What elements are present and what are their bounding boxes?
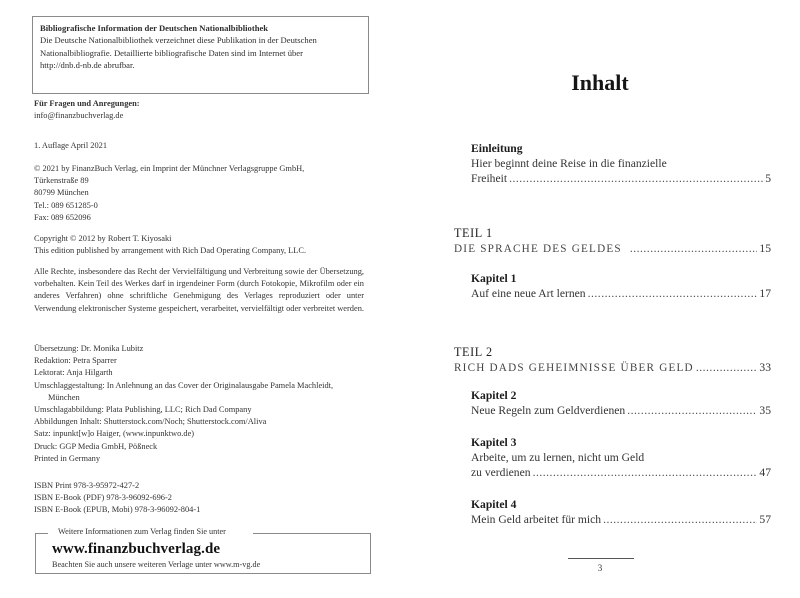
credits-block <box>34 343 364 465</box>
contact-email[interactable]: info@finanzbuchverlag.de <box>34 111 124 121</box>
publisher-line: © 2021 by FinanzBuch Verlag, ein Imprint der Münchner Verlagsgruppe GmbH, <box>34 164 305 173</box>
entry-title: Auf eine neue Art lernen <box>471 287 586 300</box>
leader-dots <box>603 512 757 527</box>
leader-dots <box>696 360 758 375</box>
publisher-line: Fax: 089 652096 <box>34 212 91 222</box>
biblio-title: Bibliografische Information der Deutschen Nationalbibliothek <box>40 23 269 33</box>
leader-dots <box>588 286 758 301</box>
copyright-block <box>34 233 364 257</box>
entry-label: Kapitel 4 <box>471 498 517 511</box>
part-title: DIE SPRACHE DES GELDES <box>454 243 622 255</box>
toc-chapter-1[interactable] <box>471 271 771 301</box>
page-ref: 15 <box>759 242 771 255</box>
publisher-line: Tel.: 089 651285-0 <box>34 200 98 210</box>
toc-entry-introduction[interactable] <box>471 141 771 186</box>
biblio-line: Nationalbibliografie. Detaillierte bibliografische Daten sind im Internet über <box>40 47 303 58</box>
credit-line: Übersetzung: Dr. Monika Lubitz <box>34 344 144 353</box>
credit-line: Satz: inpunkt[w]o Haiger, (www.inpunktwo.de) <box>34 429 195 439</box>
toc-chapter-3[interactable] <box>471 435 771 480</box>
entry-title: Arbeite, um zu lernen, nicht um Geld <box>471 451 645 464</box>
page-ref: 17 <box>759 287 771 300</box>
entry-title: Mein Geld arbeitet für mich <box>471 513 602 526</box>
toc-title: Inhalt <box>571 70 629 95</box>
credit-line: Redaktion: Petra Sparrer <box>34 356 117 366</box>
biblio-line: Die Deutsche Nationalbibliothek verzeichnet diese Publikation in der Deutschen <box>40 35 317 46</box>
credit-line: Abbildungen Inhalt: Shutterstock.com/Noch; Shutterstock.com/Aliva <box>34 417 267 427</box>
page-ref: 35 <box>759 404 771 417</box>
entry-title: Neue Regeln zum Geldverdienen <box>471 404 626 417</box>
page-ref: 33 <box>759 361 771 374</box>
entry-title-line <box>471 286 771 301</box>
contact-heading: Für Fragen und Anregungen: <box>34 99 140 108</box>
publisher-line: 80799 München <box>34 188 89 198</box>
publisher-url-link[interactable]: www.finanzbuchverlag.de <box>52 541 221 557</box>
entry-label: Kapitel 3 <box>471 436 517 449</box>
toc-chapter-4[interactable] <box>471 497 771 527</box>
rights-notice: Alle Rechte, insbesondere das Recht der Vervielfältigung und Verbreitung sowie der Übersetzung, vorbehalten. Kein Teil des Werkes darf in irgendeiner Form (durch Fotokopie, Mikrofilm oder ein anderes Verfahren) ohne schriftliche Genehmigung des Verlages reproduziert oder unter Verwendung elektronischer Systeme gespeichert, verarbeitet, vervielfältigt oder verbreitet werden. <box>34 267 364 313</box>
leader-dots <box>533 465 758 480</box>
part-title-line <box>454 360 771 376</box>
publisher-web-box <box>35 527 371 574</box>
entry-title-line <box>471 465 771 480</box>
credit-line: Lektorat: Anja Hilgarth <box>34 368 113 378</box>
leader-dots <box>509 171 763 186</box>
page-number-rule <box>568 558 634 559</box>
credit-line: Printed in Germany <box>34 453 101 463</box>
biblio-line: http://dnb.d-nb.de abrufbar. <box>40 60 135 71</box>
page-number: 3 <box>597 563 603 573</box>
entry-title: Hier beginnt deine Reise in die finanzielle <box>471 157 667 170</box>
part-label: TEIL 1 <box>454 226 493 240</box>
leader-dots <box>630 241 758 256</box>
edition-info: 1. Auflage April 2021 <box>34 141 108 150</box>
toc-page <box>400 0 800 598</box>
entry-title-line <box>471 512 771 527</box>
credit-line: Umschlagabbildung: Plata Publishing, LLC; Rich Dad Company <box>34 405 252 415</box>
leader-dots <box>627 403 757 418</box>
entry-title-line <box>471 171 771 186</box>
isbn-line: ISBN E-Book (PDF) 978-3-96092-696-2 <box>34 493 172 503</box>
page-ref: 57 <box>759 513 771 526</box>
toc-part-2[interactable] <box>454 345 771 376</box>
publisher-line: Türkenstraße 89 <box>34 176 89 186</box>
entry-label: Kapitel 2 <box>471 389 517 402</box>
credit-line: Umschlaggestaltung: In Anlehnung an das Cover der Originalausgabe Pamela Machleidt, <box>34 380 334 390</box>
toc-part-1[interactable] <box>454 226 771 257</box>
web-box-caption: Weitere Informationen zum Verlag finden Sie unter <box>55 527 229 536</box>
web-box-note: Beachten Sie auch unsere weiteren Verlage unter www.m-vg.de <box>52 560 261 569</box>
isbn-line: ISBN Print 978-3-95972-427-2 <box>34 481 140 490</box>
page-ref: 5 <box>765 172 771 185</box>
entry-label: Kapitel 1 <box>471 272 517 285</box>
contact-block <box>34 98 364 122</box>
part-title-line <box>454 241 771 257</box>
isbn-block <box>34 480 364 517</box>
entry-title-line <box>471 403 771 418</box>
publisher-block <box>34 163 364 224</box>
copyright-line: Copyright © 2012 by Robert T. Kiyosaki <box>34 234 172 243</box>
entry-title-cont: zu verdienen <box>471 466 531 479</box>
part-label: TEIL 2 <box>454 345 493 359</box>
isbn-line: ISBN E-Book (EPUB, Mobi) 978-3-96092-804-1 <box>34 505 201 515</box>
entry-title-cont: Freiheit <box>471 172 508 185</box>
credit-line: München <box>48 392 80 402</box>
toc-chapter-2[interactable] <box>471 388 771 418</box>
bibliographic-info-box <box>32 16 369 94</box>
entry-label: Einleitung <box>471 142 523 155</box>
page-ref: 47 <box>759 466 771 479</box>
copyright-line: This edition published by arrangement with Rich Dad Operating Company, LLC. <box>34 246 307 256</box>
credit-line: Druck: GGP Media GmbH, Pößneck <box>34 441 158 451</box>
part-title: RICH DADS GEHEIMNISSE ÜBER GELD <box>454 362 694 374</box>
